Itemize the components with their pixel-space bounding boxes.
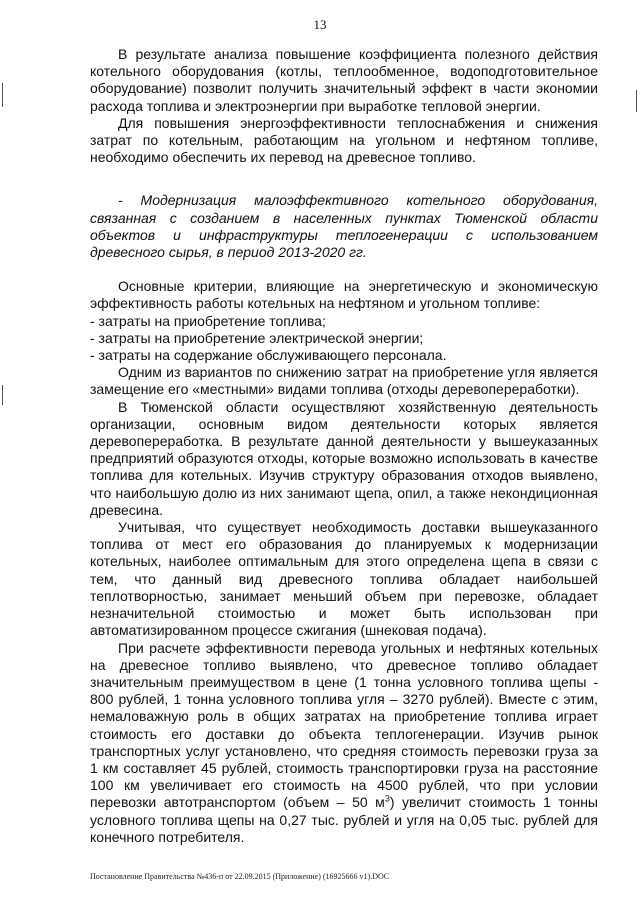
page-number: 13 bbox=[313, 17, 327, 32]
list-item-staff-cost: - затраты на содержание обслуживающего персонала. bbox=[90, 347, 447, 364]
list-item-fuel-cost: - затраты на приобретение топлива; bbox=[90, 312, 326, 329]
paragraph-wood-fuel-transition: Для повышения энергоэффективности теплоснабжения и снижения затрат по котельным, работающим на угольном и нефтяном топливе, необходимо обеспечить их перевод на древесное топливо. bbox=[90, 114, 598, 166]
paragraph-modernization-heading: - Модернизация малоэффективного котельного оборудования, связанная с созданием в населенных пунктах Тюменской области объектов и инфраструктуры теплогенерации с использованием древесного сырья, в период 2013-2020 гг. bbox=[90, 192, 598, 261]
paragraph-coal-replacement: Одним из вариантов по снижению затрат на приобретение угля является замещение его «местными» видами топлива (отходы деревопереработки). bbox=[90, 364, 598, 398]
paragraph-wood-processing: В Тюменской области осуществляют хозяйственную деятельность организации, основным видом деятельности которых является деревопереработка. В результате данной деятельности у вышеуказанных предприятий образуются отходы, которые возможно использовать в качестве топлива для котельных. Изучив структуру образования отходов выявлено, что наибольшую долю из них занимают щепа, опил, а также некондиционная древесина. bbox=[90, 398, 598, 518]
right-margin-mark bbox=[636, 90, 637, 112]
document-body bbox=[90, 46, 598, 846]
document-footer: Постановление Правительства №436-п от 22.09.2015 (Приложение) (16925666 v1).DOC bbox=[90, 872, 390, 881]
cost-calculation-text: При расчете эффективности перевода угольных и нефтяных котельных на древесное топливо выявлено, что древесное топливо обладает значительным преимуществом в цене (1 тонна условного топлива щепы - 800 рублей, 1 тонна условного топлива угля – 3270 рублей). Вместе с этим, немаловажную роль в общих затратах на приобретение топлива играет стоимость его доставки до объекта теплогенерации. Изучив рынок транспортных услуг установлено, что средняя стоимость перевозки груза за 1 км составляет 45 рублей, стоимость транспортировки груза на расстояние 100 км увеличивает его стоимость на 4500 рублей, что при условии перевозки автотранспортом (объем – 50 м bbox=[90, 639, 598, 811]
paragraph-efficiency-analysis: В результате анализа повышение коэффициента полезного действия котельного оборудования (котлы, теплообменное, водоподготовительное оборудование) позволит получить значительный эффект в части экономии расхода топлива и электроэнергии при выработке тепловой энергии. bbox=[90, 46, 598, 114]
paragraph-cost-calculation bbox=[90, 640, 598, 846]
list-item-electricity-cost: - затраты на приобретение электрической энергии; bbox=[90, 329, 424, 346]
cubic-superscript: 3 bbox=[384, 793, 390, 804]
paragraph-criteria-intro: Основные критерии, влияющие на энергетическую и экономическую эффективность работы котельных на нефтяном и угольном топливе: bbox=[90, 278, 598, 312]
left-margin-mark-top bbox=[2, 83, 3, 107]
left-margin-mark-mid bbox=[2, 385, 3, 405]
cost-calculation-text-end: ) увеличит стоимость 1 тонны условного топлива щепы на 0,27 тыс. рублей и угля на 0,05 тыс. рублей для конечного потребителя. bbox=[90, 794, 598, 845]
paragraph-wood-chips-choice: Учитывая, что существует необходимость доставки вышеуказанного топлива от мест его образования до планируемых к модернизации котельных, наиболее оптимальным для этого определена щепа в связи с тем, что данный вид древесного топлива обладает наибольшей теплотворностью, занимает меньший объем при перевозке, обладает незначительной стоимостью и может быть использован при автоматизированном процессе сжигания (шнековая подача). bbox=[90, 519, 598, 639]
